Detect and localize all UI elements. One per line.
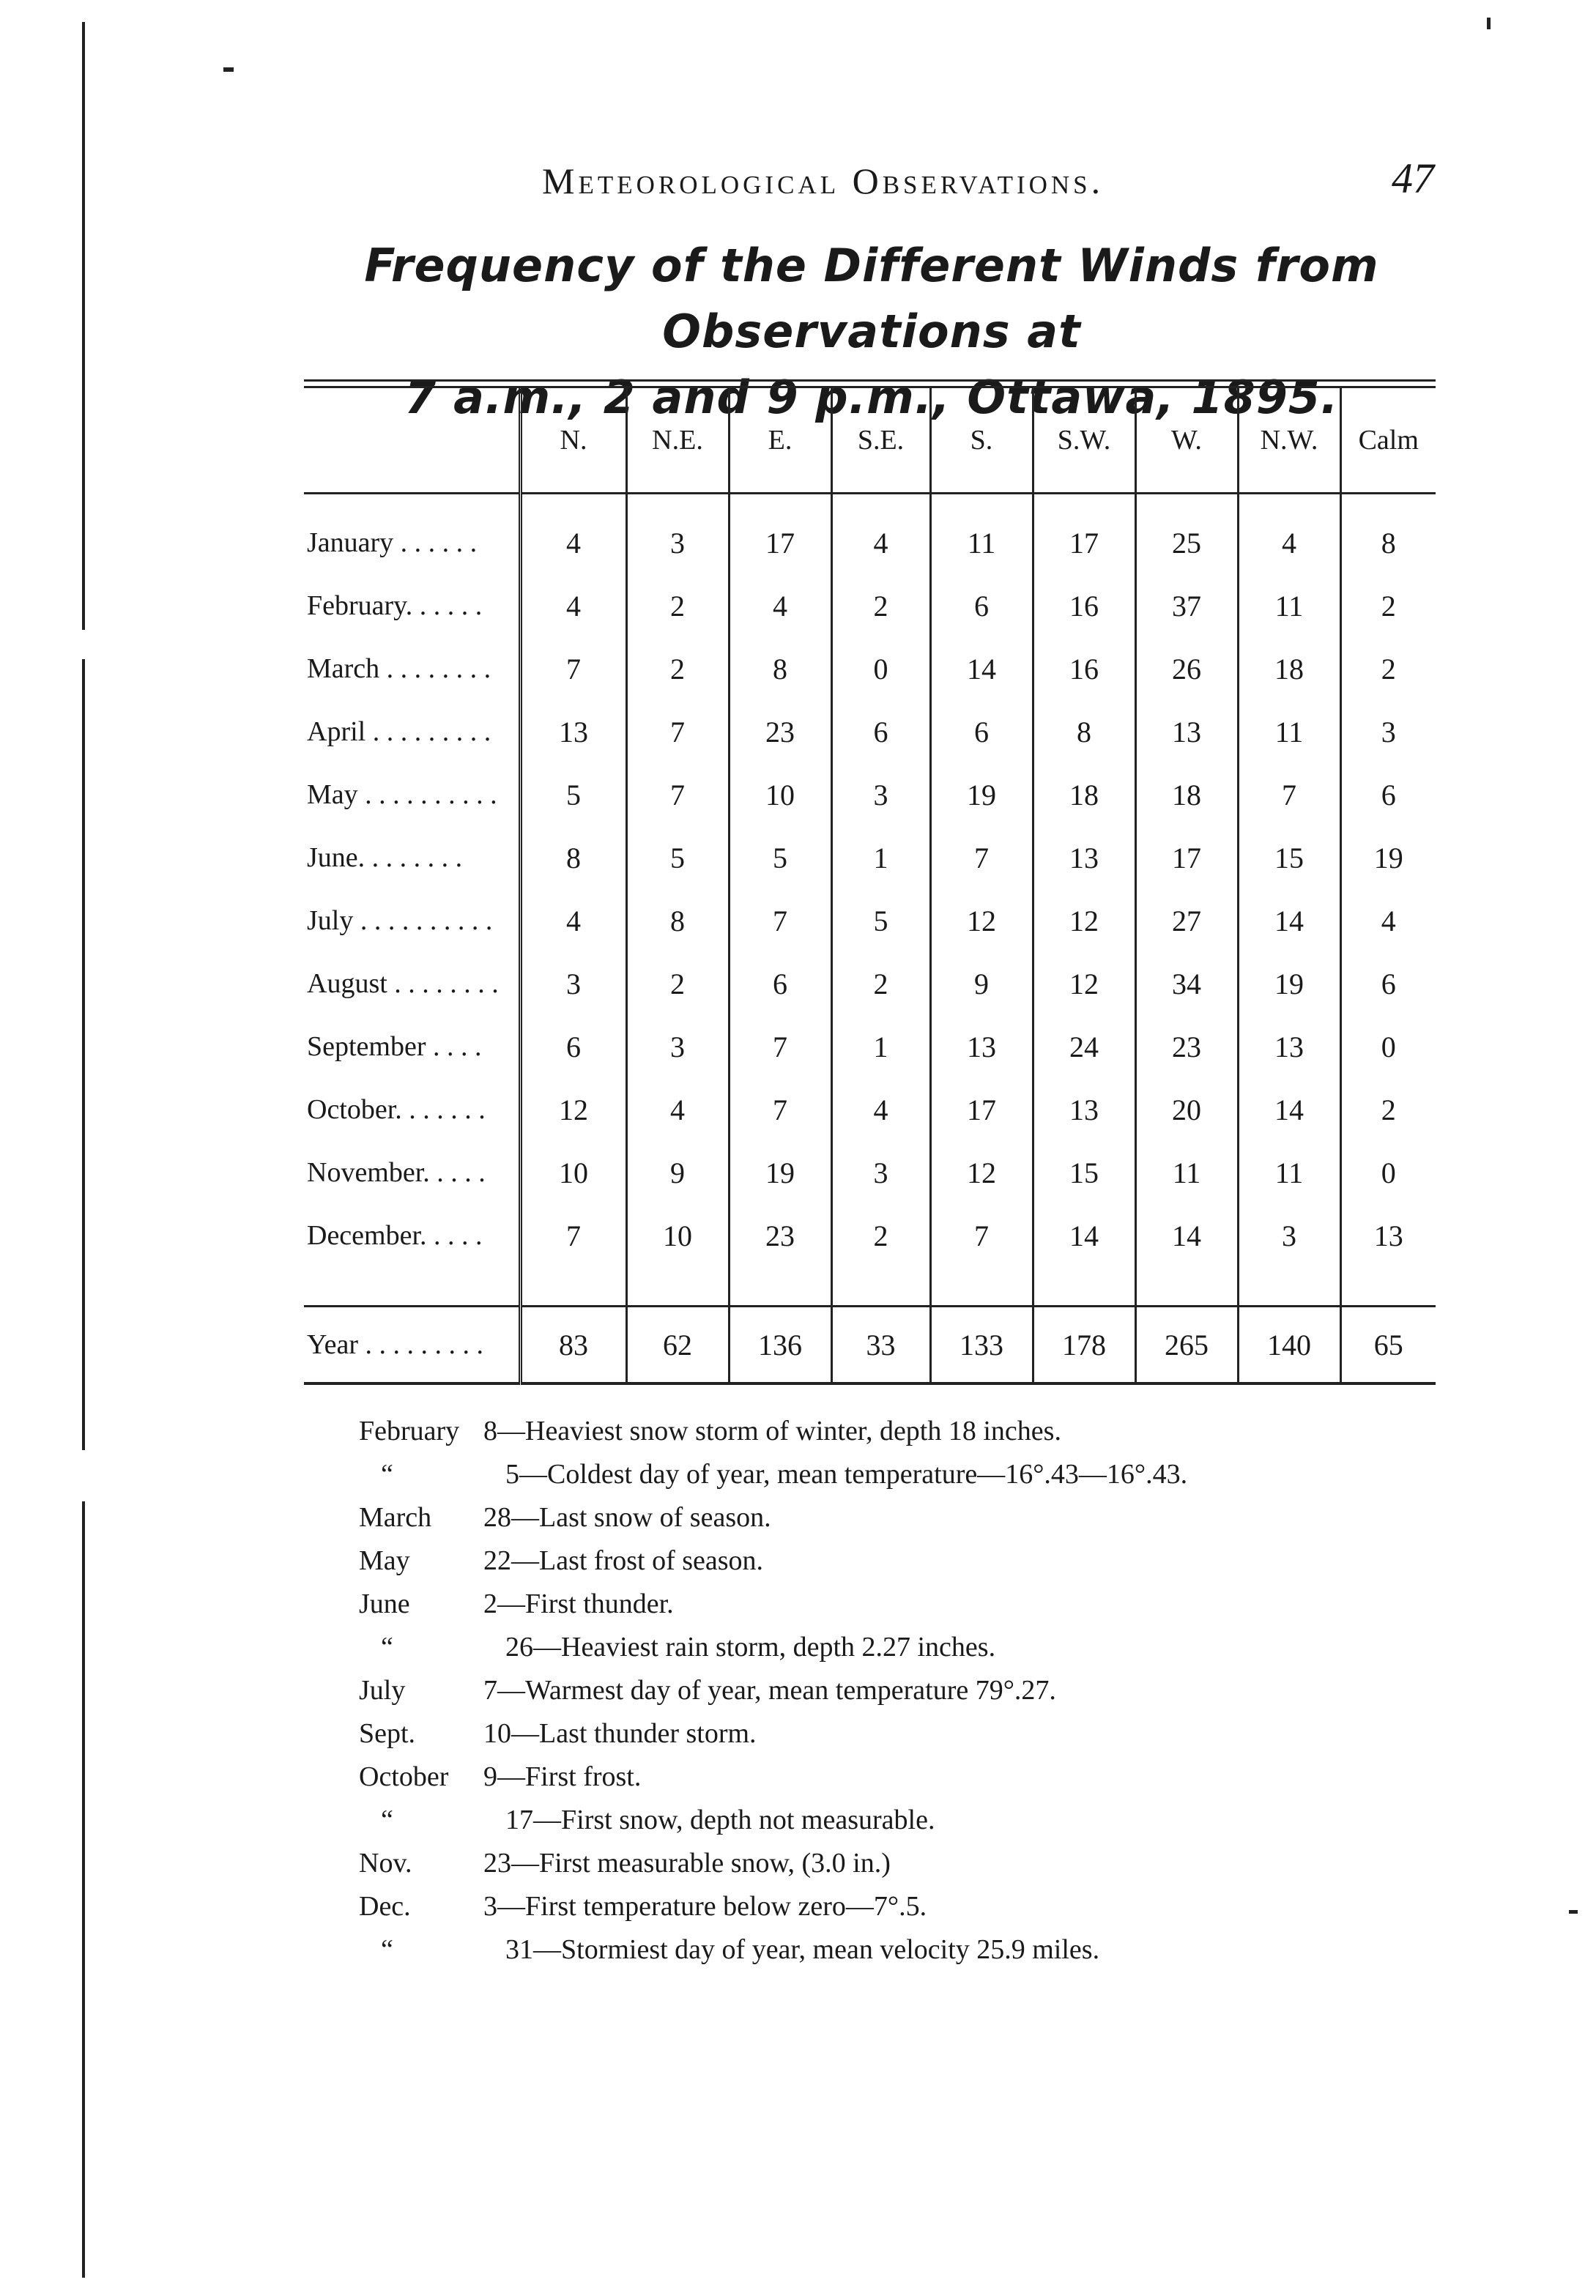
page-edge-line (82, 1501, 85, 2278)
table-cell: 12 (930, 1141, 1033, 1204)
note-text: 2—First thunder. (483, 1589, 674, 1619)
table-cell: 17 (1135, 826, 1238, 889)
table-cell: 3 (626, 494, 729, 575)
note-month: March (359, 1502, 432, 1533)
note-text: 22—Last frost of season. (483, 1545, 764, 1576)
table-cell: 34 (1135, 952, 1238, 1015)
table-cell: 1 (831, 826, 930, 889)
table-row (304, 574, 1436, 637)
month-label: June. . . . . . . . (304, 826, 520, 889)
table-cell: 4 (831, 1078, 930, 1141)
table-cell: 37 (1135, 574, 1238, 637)
table-cell: 18 (1033, 763, 1135, 826)
spacer-row (304, 1267, 1436, 1307)
column-header: W. (1135, 388, 1238, 494)
page-number: 47 (1392, 155, 1434, 202)
month-label: April . . . . . . . . . (304, 700, 520, 763)
note-month: “ (381, 1632, 393, 1662)
table-cell: 17 (930, 1078, 1033, 1141)
table-cell: 1 (831, 1015, 930, 1078)
table-cell: 3 (626, 1015, 729, 1078)
table-cell: 3 (520, 952, 626, 1015)
table-cell: 10 (729, 763, 831, 826)
ink-speck (1569, 1910, 1578, 1914)
table-cell: 4 (520, 494, 626, 575)
column-header: S. (930, 388, 1033, 494)
month-label: September . . . . (304, 1015, 520, 1078)
table-row (304, 1015, 1436, 1078)
table-row (304, 1141, 1436, 1204)
note-item (359, 1799, 1384, 1842)
table-cell: 6 (1381, 778, 1396, 811)
table-cell: 4 (1238, 494, 1340, 575)
table-cell: 178 (1033, 1307, 1135, 1384)
note-text: 7—Warmest day of year, mean temperature 79°.27. (483, 1675, 1056, 1706)
note-month: Dec. (359, 1891, 411, 1922)
table-cell: 9 (930, 952, 1033, 1015)
table-header-row (304, 388, 1436, 494)
note-item (359, 1626, 1384, 1669)
note-text: 5—Coldest day of year, mean temperature—16°.43—16°.43. (505, 1459, 1188, 1490)
note-month: Sept. (359, 1718, 416, 1749)
note-item (359, 1496, 1384, 1539)
table-cell: 0 (1381, 1030, 1396, 1063)
table-cell: 4 (1381, 904, 1396, 937)
table-cell: 5 (626, 826, 729, 889)
note-month: May (359, 1545, 410, 1576)
table-cell: 26 (1135, 637, 1238, 700)
table-cell: 10 (520, 1141, 626, 1204)
spacer-cell (729, 1267, 831, 1307)
month-label: July . . . . . . . . . . (304, 889, 520, 952)
note-item (359, 1539, 1384, 1583)
note-item (359, 1756, 1384, 1799)
table-row (304, 763, 1436, 826)
note-item (359, 1583, 1384, 1626)
table-cell: 5 (831, 889, 930, 952)
note-item (359, 1928, 1384, 1972)
table-cell: 16 (1033, 574, 1135, 637)
table-cell: 13 (1238, 1015, 1340, 1078)
table-cell: 2 (831, 952, 930, 1015)
table-cell: 17 (729, 494, 831, 575)
table-row (304, 889, 1436, 952)
month-label: February. . . . . . (304, 574, 520, 637)
table-cell: 0 (831, 637, 930, 700)
table-cell: 133 (930, 1307, 1033, 1384)
table-cell: 9 (626, 1141, 729, 1204)
table-cell: 7 (626, 700, 729, 763)
column-header: Calm (1340, 388, 1436, 494)
table-cell: 7 (626, 763, 729, 826)
table-cell: 14 (930, 637, 1033, 700)
note-item (359, 1842, 1384, 1885)
table-cell: 6 (930, 574, 1033, 637)
page-edge-line (82, 22, 85, 630)
table-cell: 13 (1373, 1219, 1403, 1252)
table-cell: 7 (520, 637, 626, 700)
table-cell: 13 (520, 700, 626, 763)
table-cell: 6 (930, 700, 1033, 763)
table-cell: 15 (1238, 826, 1340, 889)
table-cell: 8 (626, 889, 729, 952)
note-text: 23—First measurable snow, (3.0 in.) (483, 1848, 891, 1879)
running-head: Meteorological Observations. (542, 160, 1105, 201)
column-header: N. (520, 388, 626, 494)
table-cell: 83 (520, 1307, 626, 1384)
note-month: “ (381, 1934, 393, 1965)
table-cell: 6 (831, 700, 930, 763)
note-month: “ (381, 1459, 393, 1490)
table-cell: 5 (520, 763, 626, 826)
month-label: November. . . . . (304, 1141, 520, 1204)
table-cell: 7 (930, 1204, 1033, 1267)
table-cell: 7 (1238, 763, 1340, 826)
table-cell: 19 (1373, 841, 1403, 874)
table-cell: 6 (729, 952, 831, 1015)
spacer-cell (1340, 1267, 1436, 1307)
note-month: October (359, 1761, 449, 1792)
table-row (304, 494, 1436, 575)
table-cell: 19 (729, 1141, 831, 1204)
table-cell: 5 (729, 826, 831, 889)
table-cell: 4 (831, 494, 930, 575)
table-cell: 2 (626, 952, 729, 1015)
table-cell: 13 (1135, 700, 1238, 763)
table-cell: 18 (1238, 637, 1340, 700)
note-text: 9—First frost. (483, 1761, 642, 1792)
table-cell: 13 (1033, 826, 1135, 889)
table-cell: 11 (930, 494, 1033, 575)
table-cell: 8 (1381, 526, 1396, 560)
note-text: 10—Last thunder storm. (483, 1718, 757, 1749)
table-cell: 11 (1135, 1141, 1238, 1204)
table-cell: 62 (626, 1307, 729, 1384)
table-row (304, 826, 1436, 889)
top-double-rule (304, 379, 1436, 388)
year-total-row (304, 1307, 1436, 1384)
table-cell: 20 (1135, 1078, 1238, 1141)
ink-speck (223, 67, 234, 72)
table-cell: 265 (1135, 1307, 1238, 1384)
page-edge-line (82, 659, 85, 1450)
note-month: July (359, 1675, 406, 1706)
table-cell: 65 (1340, 1307, 1436, 1384)
table-cell: 24 (1033, 1015, 1135, 1078)
title-line-1: Frequency of the Different Winds from Observations at (364, 239, 1379, 358)
note-month: Nov. (359, 1848, 412, 1879)
note-item (359, 1712, 1384, 1756)
table-row (304, 1204, 1436, 1267)
note-text: 28—Last snow of season. (483, 1502, 771, 1533)
table-cell: 12 (520, 1078, 626, 1141)
weather-notes (359, 1410, 1384, 1972)
table-cell: 2 (626, 574, 729, 637)
note-text: 26—Heaviest rain storm, depth 2.27 inches. (505, 1632, 996, 1662)
table-cell: 0 (1381, 1156, 1396, 1189)
month-label: March . . . . . . . . (304, 637, 520, 700)
table-cell: 25 (1135, 494, 1238, 575)
note-text: 17—First snow, depth not measurable. (505, 1805, 935, 1835)
table-cell: 136 (729, 1307, 831, 1384)
spacer-cell (831, 1267, 930, 1307)
table-cell: 2 (1381, 652, 1396, 686)
table-cell: 14 (1033, 1204, 1135, 1267)
table-cell: 33 (831, 1307, 930, 1384)
table-cell: 15 (1033, 1141, 1135, 1204)
spacer-cell (1135, 1267, 1238, 1307)
table-cell: 4 (520, 889, 626, 952)
spacer-cell (626, 1267, 729, 1307)
note-text: 3—First temperature below zero—7°.5. (483, 1891, 927, 1922)
table-cell: 13 (1033, 1078, 1135, 1141)
ink-speck (1487, 18, 1491, 29)
table-cell: 3 (831, 763, 930, 826)
note-month: February (359, 1416, 460, 1446)
table-cell: 2 (1381, 1093, 1396, 1126)
table-cell: 3 (831, 1141, 930, 1204)
spacer-cell (1238, 1267, 1340, 1307)
table-cell: 2 (1381, 589, 1396, 623)
table-cell: 7 (930, 826, 1033, 889)
table-cell: 19 (1238, 952, 1340, 1015)
table-cell: 4 (520, 574, 626, 637)
table-cell: 17 (1033, 494, 1135, 575)
table-cell: 14 (1238, 1078, 1340, 1141)
table-cell: 23 (1135, 1015, 1238, 1078)
table-row (304, 637, 1436, 700)
note-text: 31—Stormiest day of year, mean velocity 25.9 miles. (505, 1934, 1100, 1965)
month-label: May . . . . . . . . . . (304, 763, 520, 826)
month-label: August . . . . . . . . (304, 952, 520, 1015)
table-cell: 2 (831, 1204, 930, 1267)
wind-frequency-table (304, 388, 1436, 1385)
column-header: S.W. (1033, 388, 1135, 494)
table-cell: 140 (1238, 1307, 1340, 1384)
month-label: December. . . . . (304, 1204, 520, 1267)
table-cell: 7 (729, 1015, 831, 1078)
note-month: “ (381, 1805, 393, 1835)
table-cell: 8 (520, 826, 626, 889)
spacer-cell (304, 1267, 520, 1307)
note-item (359, 1410, 1384, 1453)
note-month: June (359, 1589, 410, 1619)
table-cell: 23 (729, 1204, 831, 1267)
month-label: January . . . . . . (304, 494, 520, 575)
wind-frequency-table-wrap (304, 379, 1436, 1385)
table-cell: 14 (1238, 889, 1340, 952)
table-cell: 4 (729, 574, 831, 637)
column-header: E. (729, 388, 831, 494)
title-line-2: 7 a.m., 2 and 9 p.m., Ottawa, 1895. (404, 371, 1339, 424)
table-cell: 23 (729, 700, 831, 763)
column-header: S.E. (831, 388, 930, 494)
table-cell: 16 (1033, 637, 1135, 700)
table-cell: 7 (729, 889, 831, 952)
table-cell: 8 (729, 637, 831, 700)
year-label: Year . . . . . . . . . (304, 1307, 520, 1384)
month-column-header (304, 388, 520, 494)
table-cell: 7 (520, 1204, 626, 1267)
table-cell: 3 (1238, 1204, 1340, 1267)
note-item (359, 1669, 1384, 1712)
table-cell: 11 (1238, 574, 1340, 637)
table-cell: 12 (930, 889, 1033, 952)
column-header: N.E. (626, 388, 729, 494)
column-header: N.W. (1238, 388, 1340, 494)
table-cell: 18 (1135, 763, 1238, 826)
table-body (304, 494, 1436, 1384)
table-cell: 12 (1033, 889, 1135, 952)
table-cell: 6 (1381, 967, 1396, 1000)
note-text: 8—Heaviest snow storm of winter, depth 18 inches. (483, 1416, 1061, 1446)
spacer-cell (930, 1267, 1033, 1307)
table-cell: 6 (520, 1015, 626, 1078)
table-cell: 19 (930, 763, 1033, 826)
spacer-cell (520, 1267, 626, 1307)
table-cell: 11 (1238, 1141, 1340, 1204)
table-cell: 14 (1135, 1204, 1238, 1267)
table-cell: 13 (930, 1015, 1033, 1078)
table-cell: 4 (626, 1078, 729, 1141)
table-cell: 10 (626, 1204, 729, 1267)
table-row (304, 1078, 1436, 1141)
table-cell: 11 (1238, 700, 1340, 763)
table-cell: 3 (1381, 715, 1396, 748)
note-item (359, 1885, 1384, 1928)
table-cell: 2 (626, 637, 729, 700)
table-cell: 8 (1033, 700, 1135, 763)
note-item (359, 1453, 1384, 1496)
table-cell: 27 (1135, 889, 1238, 952)
spacer-cell (1033, 1267, 1135, 1307)
month-label: October. . . . . . . (304, 1078, 520, 1141)
table-cell: 7 (729, 1078, 831, 1141)
table-row (304, 952, 1436, 1015)
table-row (304, 700, 1436, 763)
table-cell: 12 (1033, 952, 1135, 1015)
table-cell: 2 (831, 574, 930, 637)
